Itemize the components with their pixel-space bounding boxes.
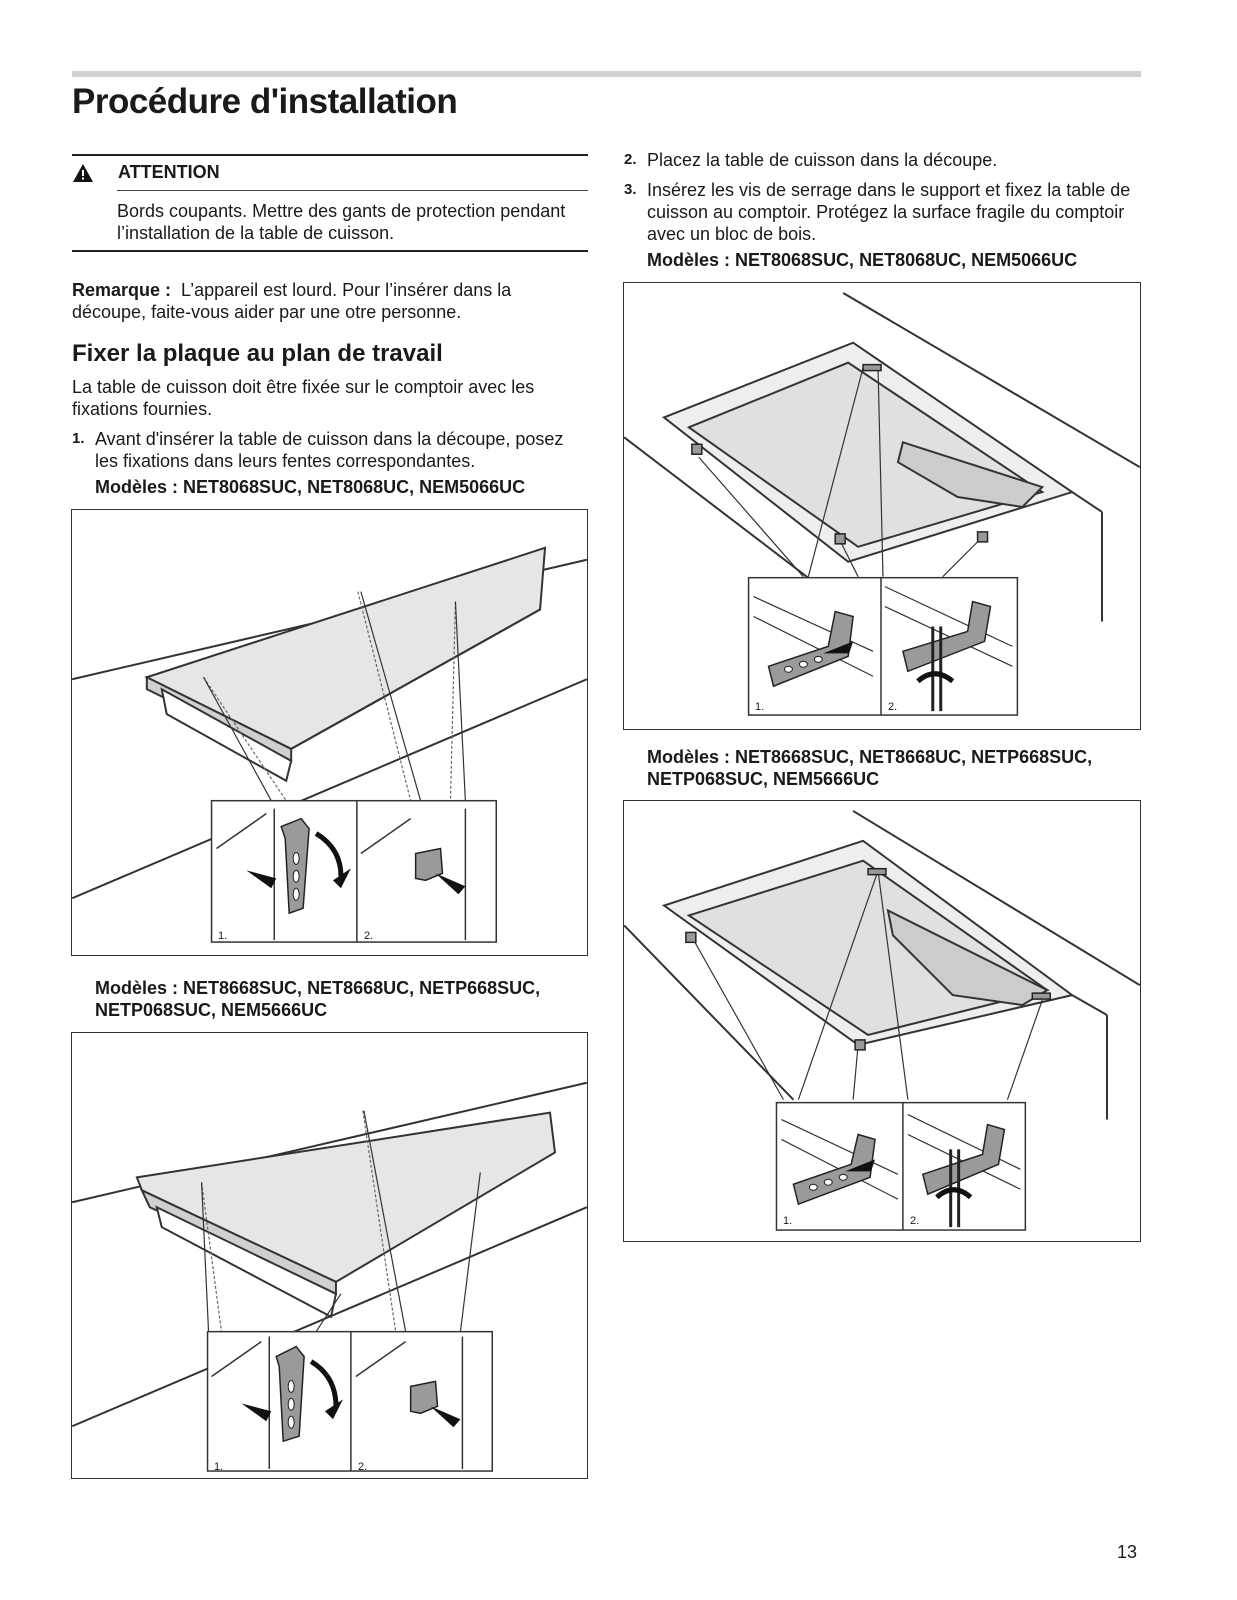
models-label: Modèles : NET8068SUC, NET8068UC, NEM5066UC	[95, 477, 526, 497]
page-number: 13	[1117, 1542, 1138, 1562]
models-label: Modèles : NET8668SUC, NET8668UC, NETP668SUC, NETP068SUC, NEM5666UC	[647, 747, 1093, 789]
step-number: 1.	[72, 430, 85, 447]
attention-top-rule	[72, 154, 588, 156]
note	[72, 279, 588, 323]
models-label: Modèles : NET8068SUC, NET8068UC, NEM5066UC	[647, 250, 1078, 270]
step-number: 3.	[624, 181, 637, 198]
hob-clip-illustration	[72, 510, 587, 955]
attention-separator	[117, 190, 588, 191]
cutout-screw-illustration	[624, 801, 1140, 1241]
section-heading: Fixer la plaque au plan de travail	[72, 340, 443, 367]
step-text: Placez la table de cuisson dans la découpe.	[647, 150, 998, 170]
figure-screw-fixing-2	[623, 800, 1141, 1242]
figure-clip-insertion-1	[71, 509, 588, 956]
attention-header	[72, 162, 220, 183]
attention-label: ATTENTION	[118, 162, 220, 182]
figure-label-1: 1.	[218, 930, 228, 942]
warning-icon	[72, 163, 94, 183]
section-intro: La table de cuisson doit être fixée sur le comptoir avec les fixations fournies.	[72, 377, 535, 419]
figure-label-2: 2.	[364, 930, 374, 942]
note-text: L’appareil est lourd. Pour l’insérer dans la découpe, faite-vous aider par une otre personne.	[72, 280, 512, 322]
figure-label-2: 2.	[888, 701, 898, 713]
figure-screw-fixing-1	[623, 282, 1141, 730]
hob-clip-illustration	[72, 1033, 587, 1478]
figure-label-2: 2.	[910, 1215, 920, 1227]
models-label: Modèles : NET8668SUC, NET8668UC, NETP668SUC, NETP068SUC, NEM5666UC	[95, 978, 541, 1020]
step-text: Avant d'insérer la table de cuisson dans la découpe, posez les fixations dans leurs fentes correspondantes.	[95, 429, 564, 471]
figure-label-1: 1.	[214, 1461, 224, 1473]
figure-label-2: 2.	[358, 1461, 368, 1473]
page-title: Procédure d'installation	[72, 82, 458, 121]
top-rule	[72, 71, 1141, 77]
attention-bottom-rule	[72, 250, 588, 252]
figure-label-1: 1.	[783, 1215, 793, 1227]
cutout-screw-illustration	[624, 283, 1140, 729]
note-label: Remarque :	[72, 280, 172, 300]
step-text: Insérez les vis de serrage dans le support et fixez la table de cuisson au comptoir. Protégez la surface fragile du comptoir avec un bloc de bois.	[647, 180, 1131, 244]
step-number: 2.	[624, 151, 637, 168]
figure-label-1: 1.	[755, 701, 765, 713]
attention-text: Bords coupants. Mettre des gants de protection pendant l’installation de la table de cuisson.	[117, 201, 566, 243]
figure-clip-insertion-2	[71, 1032, 588, 1479]
